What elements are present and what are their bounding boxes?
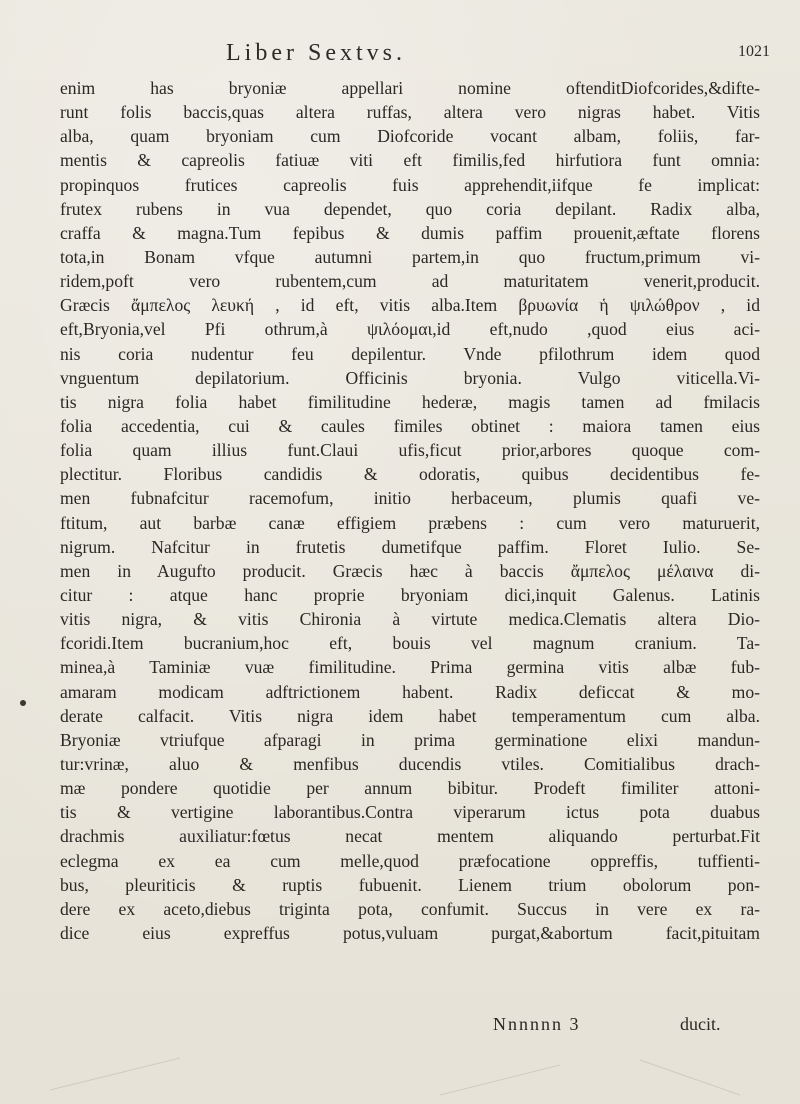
text-line: nigrum. Nafcitur in frutetis dumetifque paffim. Floret Iulio. Se- — [60, 536, 760, 557]
text-line: vnguentum depilatorium. Officinis bryonia. Vulgo viticella.Vi- — [60, 367, 760, 388]
running-head: Liber Sextvs. — [226, 40, 406, 66]
text-line: nis coria nudentur feu depilentur. Vnde pfilothrum idem quod — [60, 343, 760, 364]
text-line: alba, quam bryoniam cum Diofcoride vocant albam, foliis, far- — [60, 126, 760, 147]
text-line: mæ pondere quotidie per annum bibitur. Prodeft fimiliter attoni- — [60, 778, 760, 799]
text-line: derate calfacit. Vitis nigra idem habet temperamentum cum alba. — [60, 705, 760, 726]
margin-ink-spot — [20, 700, 26, 706]
text-line: tis & vertigine laborantibus.Contra viperarum ictus pota duabus — [60, 802, 760, 823]
text-line: dere ex aceto,diebus triginta pota, confumit. Succus in vere ex ra- — [60, 898, 760, 919]
text-line: folia accedentia, cui & caules fimiles obtinet : maiora tamen eius — [60, 415, 760, 436]
text-line: propinquos frutices capreolis fuis apprehendit,iifque fe implicat: — [60, 174, 760, 195]
text-line: minea,à Taminiæ vuæ fimilitudine. Prima germina vitis albæ fub- — [60, 657, 760, 678]
page-number: 1021 — [738, 43, 770, 60]
text-line: tis nigra folia habet fimilitudine hederæ, magis tamen ad fmilacis — [60, 391, 760, 412]
text-line: drachmis auxiliatur:fœtus necat mentem aliquando perturbat.Fit — [60, 826, 760, 847]
main-text-block — [60, 76, 760, 945]
text-line: runt folis baccis,quas altera ruffas, altera vero nigras habet. Vitis — [60, 102, 760, 123]
text-line: vitis nigra, & vitis Chironia à virtute medica.Clematis altera Dio- — [60, 609, 760, 630]
text-line: citur : atque hanc proprie bryoniam dici,inquit Galenus. Latinis — [60, 584, 760, 605]
text-line: plectitur. Floribus candidis & odoratis, quibus decidentibus fe- — [60, 464, 760, 485]
text-line: Bryoniæ vtriufque afparagi in prima germinatione elixi mandun- — [60, 729, 760, 750]
text-line: Græcis ἄμπελος λευκή , id eft, vitis alba.Item βρυωνία ἡ ψιλώθρον , id — [60, 295, 760, 316]
text-line: bus, pleuriticis & ruptis fubuenit. Lienem trium obolorum pon- — [60, 874, 760, 895]
text-line: frutex rubens in vua dependet, quo coria depilant. Radix alba, — [60, 198, 760, 219]
text-line: tur:vrinæ, aluo & menfibus ducendis vtiles. Comitialibus drach- — [60, 753, 760, 774]
text-line: eclegma ex ea cum melle,quod præfocatione oppreffis, tuffienti- — [60, 850, 760, 871]
text-line: mentis & capreolis fatiuæ viti eft fimilis,fed hirfutiora funt omnia: — [60, 150, 760, 171]
catchword: ducit. — [680, 1014, 721, 1034]
text-line: folia quam illius funt.Claui ufis,ficut prior,arbores quoque com- — [60, 440, 760, 461]
signature-mark: Nnnnnn 3 — [493, 1014, 581, 1034]
text-line: ftitum, aut barbæ canæ effigiem præbens : cum vero maturuerit, — [60, 512, 760, 533]
text-line: ridem,poft vero rubentem,cum ad maturitatem venerit,producit. — [60, 271, 760, 292]
text-line: enim has bryoniæ appellari nomine oftenditDiofcorides,&difte- — [60, 78, 760, 98]
text-line: craffa & magna.Tum fepibus & dumis paffim prouenit,æftate florens — [60, 222, 760, 243]
text-line: tota,in Bonam vfque autumni partem,in quo fructum,primum vi- — [60, 246, 760, 267]
text-line: fcoridi.Item bucranium,hoc eft, bouis vel magnum cranium. Ta- — [60, 633, 760, 654]
text-line: dice eius expreffus potus,vuluam purgat,&abortum facit,pituitam — [60, 922, 760, 943]
text-line: eft,Bryonia,vel Pfi othrum,à ψιλόομαι,id eft,nudo ,quod eius aci- — [60, 319, 760, 340]
text-line: men fubnafcitur racemofum, initio herbaceum, plumis quafi ve- — [60, 488, 760, 509]
text-line: men in Augufto producit. Græcis hæc à baccis ἄμπελος μέλαινα di- — [60, 560, 760, 581]
page-header — [0, 40, 800, 70]
show-through-marks — [40, 1050, 760, 1100]
text-line: amaram modicam adftrictionem habent. Radix deficcat & mo- — [60, 681, 760, 702]
page-footer — [0, 1014, 800, 1040]
